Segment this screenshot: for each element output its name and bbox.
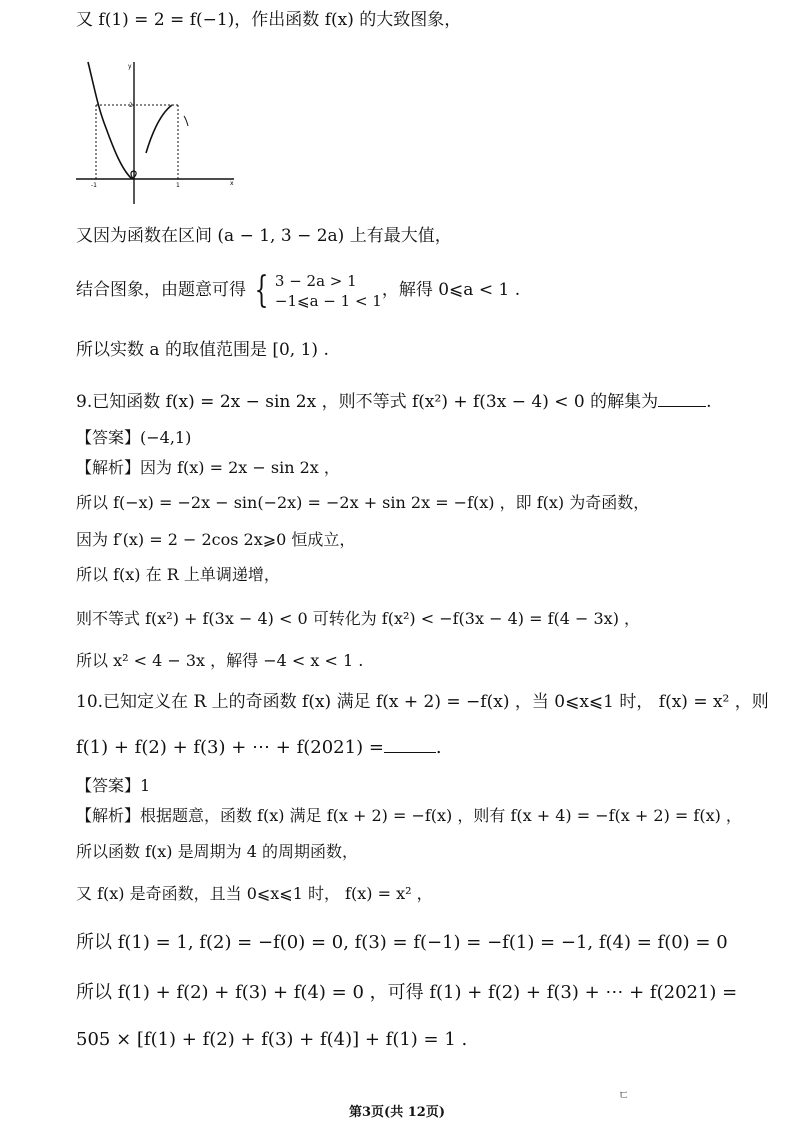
explain-9-line-2: 所以 f(−x) = −2x − sin(−2x) = −2x + sin 2x = −f(x) ，即 f(x) 为奇函数， xyxy=(76,493,650,512)
answer-9: 【答案】(−4,1) xyxy=(76,428,192,447)
explain-10-line-4: 所以 f(1) = 1, f(2) = −f(0) = 0, f(3) = f(−1) = −f(1) = −1, f(4) = f(0) = 0 xyxy=(76,932,728,953)
x-axis-label: x xyxy=(230,180,234,187)
system-suffix: ，解得 0⩽a < 1 . xyxy=(381,280,521,300)
answer-10: 【答案】1 xyxy=(76,776,151,795)
question-10-sum: f(1) + f(2) + f(3) + ⋯ + f(2021) = xyxy=(76,737,384,758)
explain-10-line-1: 【解析】根据题意，函数 f(x) 满足 f(x + 2) = −f(x) ，则有 f(x + 4) = −f(x + 2) = f(x) ， xyxy=(76,806,742,825)
question-10-line-2 xyxy=(76,738,442,758)
tick-2: 2 xyxy=(129,102,133,109)
text-line-system xyxy=(76,270,520,311)
explain-9-line-1: 【解析】因为 f(x) = 2x − sin 2x ， xyxy=(76,458,340,477)
inequality-system xyxy=(275,271,382,311)
curve-left-branch xyxy=(88,62,132,179)
explain-10-line-6: 505 × [f(1) + f(2) + f(3) + f(4)] + f(1) = 1 . xyxy=(76,1029,468,1050)
text-line-interval: 又因为函数在区间 (a − 1, 3 − 2a) 上有最大值， xyxy=(76,226,452,246)
question-9 xyxy=(76,392,712,412)
tick-1: 1 xyxy=(176,182,180,189)
page-footer: 第3页(共 12页) xyxy=(349,1105,445,1120)
system-row-2: −1⩽a − 1 < 1 xyxy=(274,291,382,310)
explain-9-line-3: 因为 f′(x) = 2 − 2cos 2x⩾0 恒成立， xyxy=(76,530,356,549)
curve-right-branch xyxy=(146,105,172,153)
question-10-line-1: 10.已知定义在 R 上的奇函数 f(x) 满足 f(x + 2) = −f(x) ，当 0⩽x⩽1 时， f(x) = x² ，则 xyxy=(76,692,769,712)
question-10-end: . xyxy=(435,737,442,758)
question-9-text: 9.已知函数 f(x) = 2x − sin 2x ，则不等式 f(x²) + f(3x − 4) < 0 的解集为 xyxy=(76,392,659,412)
function-graph xyxy=(72,58,247,208)
explain-9-line-6: 所以 x² < 4 − 3x ，解得 −4 < x < 1 . xyxy=(76,651,364,670)
tick-neg1: -1 xyxy=(91,182,97,189)
corner-mark: ㄷ xyxy=(618,1088,630,1102)
text-line-range: 所以实数 a 的取值范围是 [0, 1) . xyxy=(76,340,329,360)
explain-10-line-5: 所以 f(1) + f(2) + f(3) + f(4) = 0 ，可得 f(1) + f(2) + f(3) + ⋯ + f(2021) = xyxy=(76,982,738,1003)
y-axis-label: y xyxy=(128,63,132,70)
brace-icon: { xyxy=(254,269,269,311)
curve-tail xyxy=(184,116,188,126)
answer-blank-10 xyxy=(384,738,436,753)
text-line-intro: 又 f(1) = 2 = f(−1)，作出函数 f(x) 的大致图象， xyxy=(76,10,462,30)
explain-9-line-5: 则不等式 f(x²) + f(3x − 4) < 0 可转化为 f(x²) < −f(3x − 4) = f(4 − 3x) ， xyxy=(76,609,641,628)
answer-blank-9 xyxy=(658,392,706,407)
system-row-1: 3 − 2a > 1 xyxy=(274,271,357,290)
explain-9-line-4: 所以 f(x) 在 R 上单调递增， xyxy=(76,565,280,584)
explain-10-line-2: 所以函数 f(x) 是周期为 4 的周期函数， xyxy=(76,842,358,861)
system-prefix: 结合图象，由题意可得 xyxy=(76,280,246,300)
explain-10-line-3: 又 f(x) 是奇函数，且当 0⩽x⩽1 时， f(x) = x² ， xyxy=(76,884,433,903)
question-9-end: . xyxy=(706,392,712,412)
